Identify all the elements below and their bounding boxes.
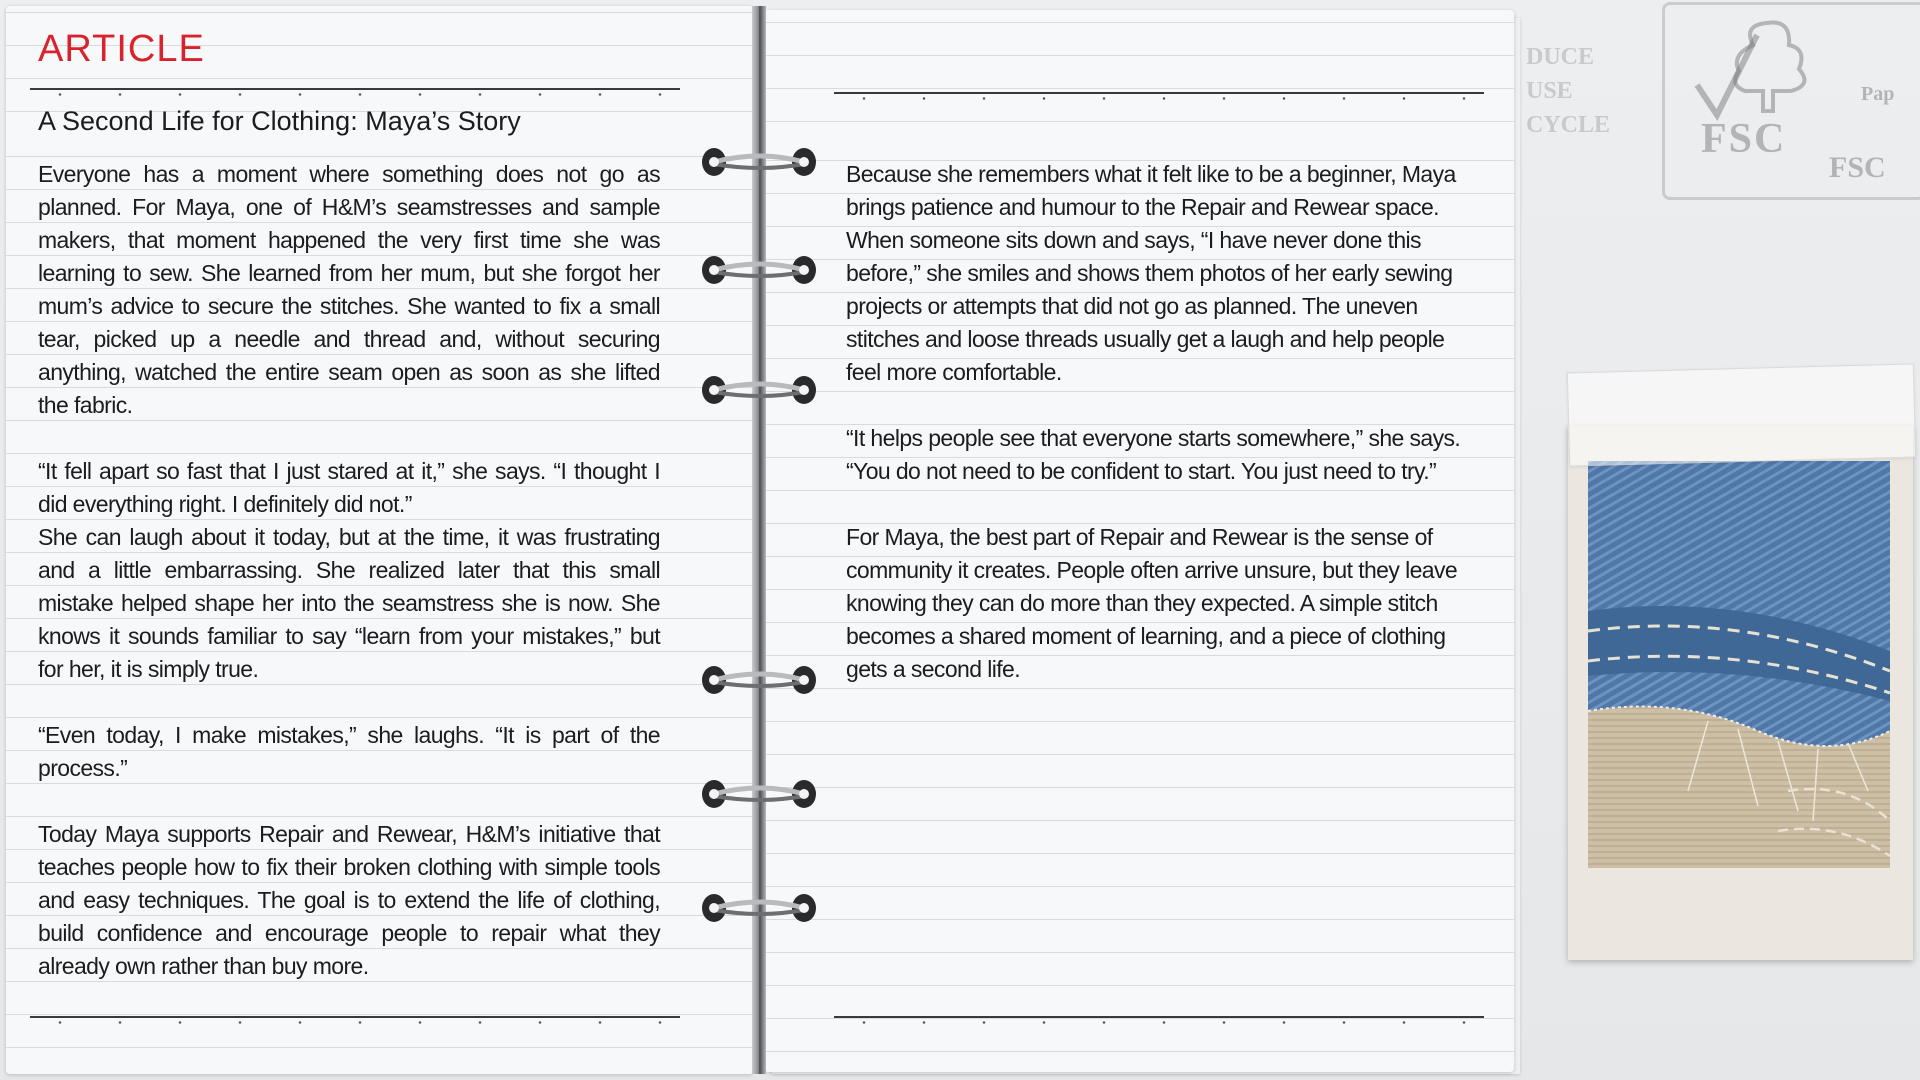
- paragraph: For Maya, the best part of Repair and Rewear is the sense of community it creates. People often arrive unsure, but they leave knowing they can do more than they expected. A simple stitch becomes a shared moment of learning, and a piece of clothing gets a second life.: [846, 524, 1458, 682]
- binder-ring: [700, 660, 820, 700]
- fsc-mark: FSC: [1701, 116, 1787, 162]
- polaroid-photo: [1568, 426, 1913, 960]
- stamp-fragment-fsc: FSC: [1829, 151, 1886, 184]
- binder-ring: [700, 370, 820, 410]
- paragraph: She can laugh about it today, but at the time, it was frustrating and a little embarrassing. She realized later that this small mistake helped shape her into the seamstress she is now. She knows it sounds familiar to say “learn from your mistakes,” but for her, it is simply true.: [38, 524, 660, 682]
- binder-ring: [700, 888, 820, 928]
- right-bottom-rule: [834, 1016, 1484, 1018]
- right-top-rule: [834, 92, 1484, 94]
- binder-ring: [700, 774, 820, 814]
- stamp-fragment-pap: Pap: [1861, 83, 1895, 105]
- faded-stamp-words: DUCE USE CYCLE: [1526, 44, 1611, 138]
- fsc-stamp: [1662, 2, 1920, 200]
- paragraph: Today Maya supports Repair and Rewear, H&M’s initiative that teaches people how to fix their broken clothing with simple tools and easy techniques. The goal is to extend the life of clothing, build confidence and encourage people to repair what they already own rather than buy more.: [38, 821, 660, 979]
- paragraph: “It helps people see that everyone starts somewhere,” she says. “You do not need to be confident to start. You just need to try.”: [846, 425, 1461, 484]
- paragraph: “Even today, I make mistakes,” she laughs. “It is part of the process.”: [38, 722, 660, 781]
- paragraph: Everyone has a moment where something does not go as planned. For Maya, one of H&M’s seamstresses and sample makers, that moment happened the very first time she was learning to sew. She learned from her mum, but she forgot her mum’s advice to secure the stitches. She wanted to fix a small tear, picked up a needle and thread and, without securing anything, watched the entire seam open as soon as she lifted the fabric.: [38, 161, 660, 418]
- section-label: ARTICLE: [38, 28, 205, 70]
- left-bottom-rule: [30, 1016, 680, 1018]
- denim-repair-photo: [1588, 461, 1890, 868]
- binder-ring: [700, 250, 820, 290]
- article-title: A Second Life for Clothing: Maya’s Story: [38, 106, 521, 136]
- binder-ring: [700, 142, 820, 182]
- left-column: [38, 158, 660, 1016]
- tape-strip: [1567, 363, 1916, 466]
- paragraph: “It fell apart so fast that I just stared at it,” she says. “I thought I did everything right. I definitely did not.”: [38, 458, 660, 517]
- left-top-rule: [30, 88, 680, 90]
- paragraph: Because she remembers what it felt like to be a beginner, Maya brings patience and humour to the Repair and Rewear space. When someone sits down and says, “I have never done this before,” she smiles and shows them photos of her early sewing projects or attempts that did not go as planned. The uneven stitches and loose threads usually get a laugh and help people feel more comfortable.: [846, 161, 1456, 385]
- right-column: [846, 158, 1462, 719]
